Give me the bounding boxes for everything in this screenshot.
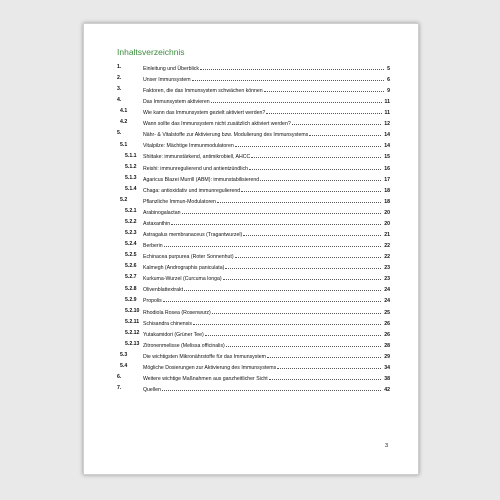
toc-entry-title: Shiitake: immunstärkend, antimikrobiell, AHCC [143,154,251,161]
toc-leader-dots [205,328,381,336]
toc-entry [117,173,390,184]
toc-leader-dots [260,173,381,181]
toc-entry-page: 18 [384,187,390,194]
toc-entry [117,128,390,139]
toc-entry-title: Nähr- & Vitalstoffe zur Aktivierung bzw. Modulierung des Immunsystems [143,132,309,139]
toc-entry-title: Echinacea purpurea (Roter Sonnenhut) [143,254,234,261]
toc-entry-title: Vitalpilze: Mächtige Immunmodulatoren [143,143,234,150]
toc-entry [117,383,390,394]
toc-entry-title: Schisandra chinensis [143,320,193,327]
toc-entry-page: 25 [384,309,390,316]
toc-leader-dots [226,339,381,347]
toc-entry-page: 42 [384,387,390,394]
toc-entry-title: Arabinogalactan [143,209,181,216]
toc-entry [117,140,390,151]
toc-entry-page: 21 [384,231,390,238]
toc-entry-title: Das Immunsystem aktivieren [143,99,210,106]
toc-leader-dots [163,295,381,303]
toc-entry-page: 11 [384,110,390,117]
toc-entry-page: 5 [387,65,390,72]
toc-entry-page: 26 [384,331,390,338]
toc-entry-number: 5.2 [120,196,128,203]
toc-entry-page: 12 [384,121,390,128]
toc-entry-title: Berberin [143,243,163,250]
toc-entry-number: 5.1.1 [125,152,137,159]
toc-leader-dots [269,372,381,380]
toc-entry [117,95,390,106]
toc-entry-page: 23 [384,265,390,272]
toc-entry-title: Wie kann das Immunsystem gezielt aktiviert werden? [143,110,266,117]
toc-entry [117,184,390,195]
toc-entry [117,272,390,283]
toc-entry [117,84,390,95]
toc-entry-title: Rhodiola Rosea (Rosenwurz) [143,309,211,316]
toc-entry [117,106,390,117]
toc-entry-title: Einleitung und Überblick [143,65,199,72]
toc-entry-number: 6. [117,374,122,381]
toc-entry-page: 11 [384,99,390,106]
toc-entry-page: 14 [384,132,390,139]
toc-leader-dots [235,140,381,148]
toc-entry-page: 26 [384,320,390,327]
toc-entry [117,151,390,162]
toc-entry-page: 15 [384,154,390,161]
toc-leader-dots [217,195,381,203]
toc-entry [117,162,390,173]
toc-entry-page: 6 [387,76,390,83]
toc-leader-dots [309,128,381,136]
toc-entry-number: 5.2.8 [125,285,137,292]
page-number: 3 [384,443,388,449]
toc-leader-dots [192,73,385,81]
toc-entry-page: 20 [384,209,390,216]
toc-entry-number: 4.1 [120,108,128,115]
toc-entry-page: 18 [384,198,390,205]
toc-entry-title: Die wichtigsten Mikronährstoffe für das Immunsystem [143,353,267,360]
toc-leader-dots [251,151,381,159]
toc-entry [117,261,390,272]
toc-leader-dots [249,162,381,170]
toc-entry-page: 24 [384,287,390,294]
toc-leader-dots [243,228,381,236]
toc-leader-dots [225,261,381,269]
toc-entry [117,239,390,250]
toc-entry-title: Chaga: antioxidativ und immunregulierend [143,187,241,194]
toc-entry-number: 5.2.4 [125,241,137,248]
toc-entry-title: Olivenblattextrakt [143,287,184,294]
toc-leader-dots [223,272,382,280]
toc-entry-page: 22 [384,243,390,250]
toc-entry-title: Kalmegh (Andrographis paniculata) [143,265,225,272]
toc-entry [117,195,390,206]
toc-entry [117,117,390,128]
toc-entry-number: 5.1.3 [125,174,137,181]
toc-entry-title: Propolis [143,298,162,305]
page-title: Inhaltsverzeichnis [117,47,185,57]
toc-entry-title: Wann sollte das Immunsystem nicht zusätzlich aktiviert werden? [143,121,291,128]
toc-entry-page: 23 [384,276,390,283]
toc-entry-number: 5.1.2 [125,163,137,170]
toc-entry [117,250,390,261]
toc-entry-number: 5.2.1 [125,208,137,215]
toc-entry-page: 9 [387,87,390,94]
toc-entry-number: 5.2.2 [125,219,137,226]
toc-entry-title: Astragalus membranaceus (Tragantwurzel) [143,231,243,238]
toc-entry-number: 5.3 [120,352,128,359]
toc-entry-number: 5.2.9 [125,296,137,303]
toc-entry [117,372,390,383]
toc-entry-page: 38 [384,375,390,382]
toc-entry-number: 4.2 [120,119,128,126]
toc-entry-title: Reishi: immunregulierend und antientzündlich [143,165,248,172]
toc-entry-title: Kurkuma-Wurzel (Curcuma longa) [143,276,222,283]
toc-entry [117,317,390,328]
toc-entry-number: 7. [117,385,122,392]
toc-entry-title: Unser Immunsystem [143,76,191,83]
toc-entry-number: 1. [117,64,122,70]
toc-entry-title: Quellen [143,387,161,394]
toc-entry-title: Pflanzliche Immun-Modulatoren [143,198,216,205]
toc-leader-dots [235,250,382,258]
toc-leader-dots [200,62,384,70]
toc-leader-dots [182,206,382,214]
toc-leader-dots [292,117,382,125]
toc-leader-dots [162,383,381,391]
toc-entry [117,206,390,217]
toc-entry-number: 5.2.10 [125,307,140,314]
toc-entry-title: Zitronenmelisse (Melissa officinalis) [143,342,225,349]
toc-entry-page: 34 [384,364,390,371]
toc-entry-title: Agaricus Blazei Murrill (ABM): immunstabilisierend [143,176,260,183]
toc-leader-dots [184,284,381,292]
toc-entry-number: 5.2.13 [125,340,140,347]
toc-entry-title: Faktoren, die das Immunsystem schwächen können [143,87,263,94]
toc-leader-dots [211,95,382,103]
toc-leader-dots [267,350,381,358]
toc-entry-number: 5.2.12 [125,329,140,336]
toc-entry-title: Yutakamidori (Grüner Tee) [143,331,204,338]
toc-entry-number: 5.4 [120,363,128,370]
toc-entry-number: 5.2.6 [125,263,137,270]
toc-entry [117,228,390,239]
toc-leader-dots [266,106,381,114]
toc-leader-dots [264,84,384,92]
toc-entry-page: 28 [384,342,390,349]
toc-entry-number: 5.2.11 [125,318,140,325]
toc-entry-number: 5.1.4 [125,185,137,192]
toc-entry-page: 29 [384,353,390,360]
toc-entry-page: 20 [384,220,390,227]
toc-leader-dots [164,239,382,247]
toc-entry [117,284,390,295]
toc-entry [117,73,390,84]
toc-entry-number: 5.2.3 [125,230,137,237]
toc-entry [117,339,390,350]
toc-entry-number: 5.1 [120,141,128,148]
toc-entry-page: 24 [384,298,390,305]
toc-entry-page: 22 [384,254,390,261]
toc-entry-number: 2. [117,75,122,82]
toc-entry-number: 5. [117,130,122,137]
toc-entry-title: Weitere wichtige Maßnahmen aus ganzheitlicher Sicht [143,375,268,382]
toc-entry-number: 5.2.7 [125,274,137,281]
toc-entry-number: 5.2.5 [125,252,137,259]
document-page [83,23,419,475]
toc-entry [117,217,390,228]
toc-entry-page: 17 [384,176,390,183]
toc-leader-dots [241,184,381,192]
toc-leader-dots [193,317,381,325]
toc-entry-line [143,383,390,396]
toc-entry [117,306,390,317]
toc-entry [117,62,390,73]
toc-entry-page: 16 [384,165,390,172]
toc-entry-page: 14 [384,143,390,150]
table-of-contents [117,62,390,394]
toc-entry-number: 3. [117,86,122,93]
toc-leader-dots [277,361,381,369]
toc-entry-title: Mögliche Dosierungen zur Aktivierung des Immunsystems [143,364,277,371]
toc-entry [117,350,390,361]
toc-entry-number: 4. [117,97,122,104]
toc-entry [117,328,390,339]
toc-entry [117,295,390,306]
toc-leader-dots [212,306,381,314]
toc-entry-title: Astaxanthin [143,220,171,227]
toc-entry [117,361,390,372]
toc-leader-dots [171,217,381,225]
